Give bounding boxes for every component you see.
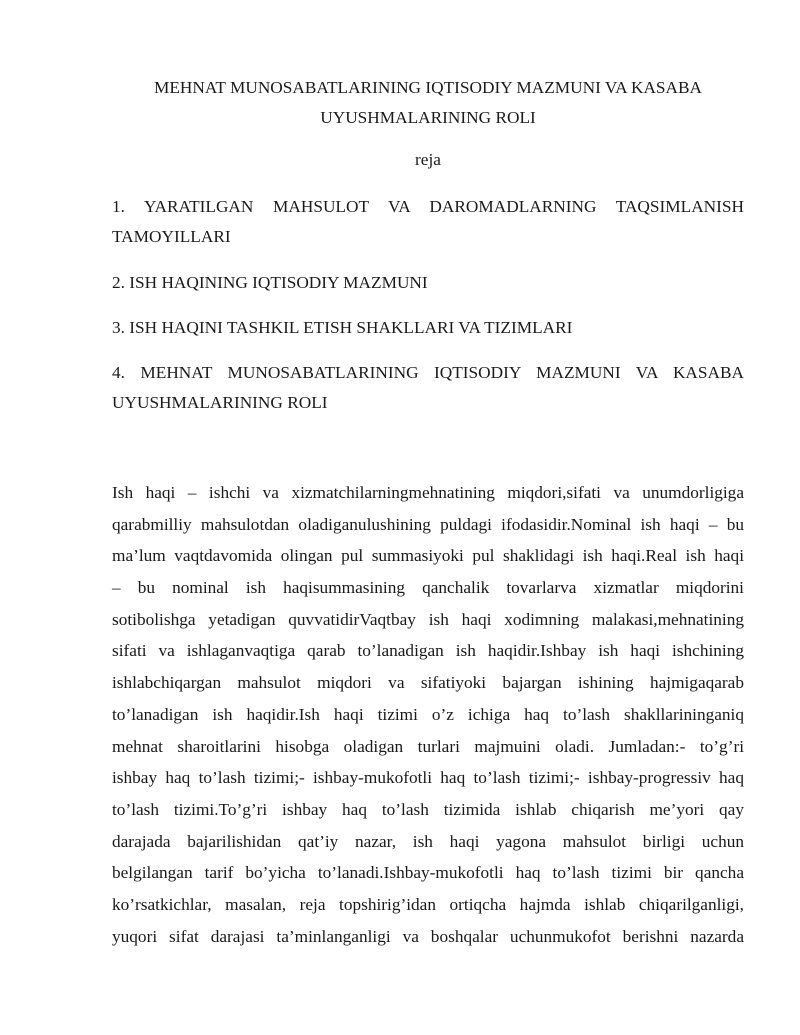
paragraph-line: belgilangan tarif bo’yicha to’lanadi.Ishbay-mukofotli haq to’lash tizimi bir qancha	[112, 863, 744, 883]
paragraph-line: mehnat sharoitlarini hisobga oladigan turlari majmuini oladi. Jumladan:- to’g’ri	[112, 736, 744, 756]
plan-item	[112, 313, 744, 343]
plan-item	[112, 268, 744, 298]
paragraph-line: qarabmilliy mahsulotdan oladiganulushining puldagi ifodasidir.Nominal ish haqi – bu	[112, 514, 744, 534]
paragraph-line: ishbay haq to’lash tizimi;- ishbay-mukofotli haq to’lash tizimi;- ishbay-progressiv haq	[112, 768, 744, 788]
paragraph-line: sotibolishga yetadigan quvvatidirVaqtbay ish haqi xodimning malakasi,mehnatining	[112, 609, 744, 629]
paragraph-line: ma’lum vaqtdavomida olingan pul summasiyoki pul shaklidagi ish haqi.Real ish haqi	[112, 546, 744, 566]
paragraph-line: ko’rsatkichlar, masalan, reja topshirig’idan ortiqcha hajmda ishlab chiqarilganligi,	[112, 894, 744, 914]
paragraph-line: to’lash tizimi.To’g’ri ishbay haq to’lash tizimida ishlab chiqarish me’yori qay	[112, 799, 744, 819]
plan-item-line: 4. MEHNAT MUNOSABATLARINING IQTISODIY MAZMUNI VA KASABA	[112, 363, 744, 382]
document-title-line-1: MEHNAT MUNOSABATLARINING IQTISODIY MAZMUNI VA KASABA	[153, 78, 703, 97]
document-title	[100, 73, 756, 133]
plan-item-line: 3. ISH HAQINI TASHKIL ETISH SHAKLLARI VA TIZIMLARI	[112, 318, 573, 337]
plan-item-line: TAMOYILLARI	[112, 227, 231, 246]
plan-item	[112, 358, 744, 418]
paragraph-line: ishlabchiqargan mahsulot miqdori va sifatiyoki bajargan ishining hajmigaqarab	[112, 673, 744, 693]
plan-item	[112, 192, 744, 252]
paragraph-line: yuqori sifat darajasi ta’minlanganligi va boshqalar uchunmukofot berishni nazarda	[112, 926, 744, 946]
plan-item-line: 1. YARATILGAN MAHSULOT VA DAROMADLARNING TAQSIMLANISH	[112, 197, 744, 216]
paragraph-line: – bu nominal ish haqisummasining qanchalik tovarlarva xizmatlar miqdorini	[112, 578, 744, 598]
plan-heading: reja	[415, 150, 441, 169]
document-title-line-2: UYUSHMALARINING ROLI	[320, 108, 536, 127]
body-paragraph	[112, 477, 744, 952]
paragraph-line: darajada bajarilishidan qat’iy nazar, ish haqi yagona mahsulot birligi uchun	[112, 831, 744, 851]
paragraph-line: Ish haqi – ishchi va xizmatchilarningmehnatining miqdori,sifati va unumdorligiga	[112, 483, 744, 502]
paragraph-line: sifati va ishlaganvaqtiga qarab to’lanadigan ish haqidir.Ishbay ish haqi ishchining	[112, 641, 744, 661]
paragraph-line: to’lanadigan ish haqidir.Ish haqi tizimi o’z ichiga haq to’lash shakllarininganiq	[112, 704, 744, 724]
plan-item-line: 2. ISH HAQINING IQTISODIY MAZMUNI	[112, 273, 428, 292]
plan-item-line: UYUSHMALARINING ROLI	[112, 393, 328, 412]
